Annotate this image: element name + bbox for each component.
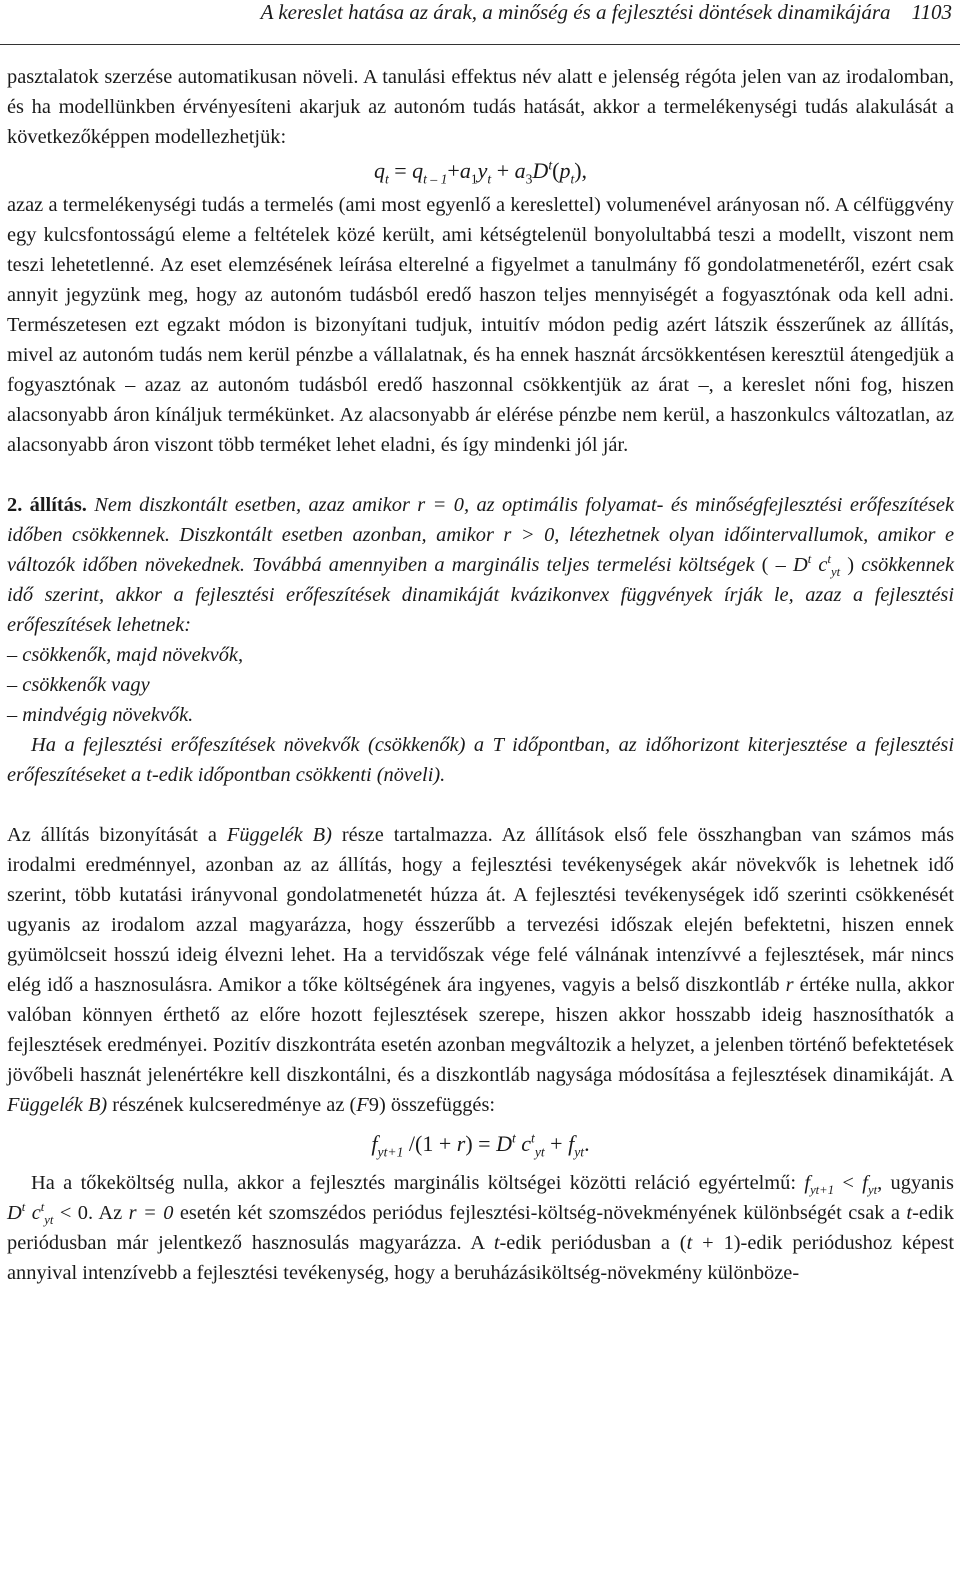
paragraph-2: azaz a termelékenységi tudás a termelés (ami most egyenlő a kereslettel) volumenével arányosan nő. A célfüggvény egy kulcsfontosságú eleme a feltételek közé került, ami kétségtelenül bonyolultabbá teszi a modellt, viszont nem teszi lehetetlenné. Az eset elemzésének leírása elterelné a figyelmet a tanulmány fő gondolatmenetéről, ezért csak annyit jegyzünk meg, hogy az autonóm tudásból eredő haszon teljes mennyiségét a fogyasztónak oda kell adni. Természetesen ezt egzakt módon is bizonyítani tudjuk, intuitív módon pedig azért látszik ésszerűnek az állítás, mivel az autonóm tudás nem kerül pénzbe a vállalatnak, és ha ennek hasznát árcsökkentésen keresztül átengedjük a fogyasztónak – azaz az autonóm tudásból eredő haszonnal csökkentjük az árat –, a kereslet nőni fog, hiszen alacsonyabb áron kínáljuk termékünket. Az alacsonyabb ár elérése pénzbe nem kerül, a haszonkulcs változatlan, az alacsonyabb áron viszont több terméket lehet eladni, és így mindenki jól jár.: [7, 194, 954, 456]
claim-closing: Ha a fejlesztési erőfeszítések növekvők (csökkenők) a T időpontban, az időhorizont kiterjesztése a fejlesztési erőfeszítéseket a t-edik időpontban csökkenti (növeli).: [7, 734, 954, 786]
claim-2: 2. állítás. Nem diszkontált esetben, azaz amikor r = 0, az optimális folyamat- és minőségfejlesztési erőfeszítések időben csökkennek. Diszkontált esetben azonban, amikor r > 0, létezhetnek olyan időintervallumok, amikor e változók időben növekednek. Továbbá amennyiben a marginális teljes termelési költségek ( – $D^t$ $c^t_{yt}$ ) csökkennek idő szerint, akkor a fejlesztési erőfeszítések dinamikáját kvázikonvex függvények írják le, azaz a fejlesztési erőfeszítések lehetnek:: [7, 494, 955, 636]
list-item: – mindvégig növekvők.: [7, 704, 194, 726]
body-text: [7, 62, 954, 1288]
header-divider: [0, 44, 960, 45]
inequality-2: $D^t$ $c^t_{yt} < 0$.: [7, 1200, 94, 1228]
page-number: 1103: [911, 0, 952, 24]
equation-knowledge: $q_t = q_{t - 1}+a_1y_t + a_3D^t(p_t)$,: [373, 157, 588, 187]
equation-f9: $f_{yt+1}$ $/(1 + r) = D^t$ $c^t_{yt} + f_{yt}$.: [371, 1130, 590, 1160]
claim-label: 2. állítás.: [7, 494, 87, 516]
running-title: A kereslet hatása az árak, a minőség és a fejlesztési döntések dinamikájára: [260, 0, 891, 24]
paragraph-1: pasztalatok szerzése automatikusan növeli. A tanulási effektus név alatt e jelenség régóta jelen van az irodalomban, és ha modellünkben érvényesíteni akarjuk az autonóm tudás hatását, akkor a termelékenységi tudás alakulását a következőképpen modellezhetjük:: [7, 66, 954, 148]
inequality-1: $f_{yt+1} < f_{yt}$: [804, 1172, 878, 1198]
list-item: – csökkenők vagy: [7, 674, 150, 696]
running-header: [50, 0, 952, 34]
paragraph-3: Az állítás bizonyítását a Függelék B) része tartalmazza. Az állítások első fele összhangban van számos más irodalmi eredménnyel, azonban az az állítás, hogy a fejlesztési tevékenységek akár növekvők is lehetnek idő szerint, több kutatási irányvonal gondolatmenetét húzza át. A fejlesztési tevékenységek idő szerinti csökkenését ugyanis az irodalom azzal magyarázza, hogy ésszerűbb a tervezési időszak elején befektetni, hiszen ennek gyümölcseit hosszú ideig élvezni lehet. Ha a tervidőszak vége felé válnának intenzívvé a fejlesztések, már nincs elég idő a hasznosulásra. Amikor a tőke költségének ára ingyenes, vagyis a belső diszkontláb r értéke nulla, akkor valóban könnyen érthető az előre hozott fejlesztések szerepe, hiszen akkor hosszabb ideig hasznosíthatók a fejlesztések eredményei. Pozitív diszkontráta esetén azonban megváltozik a helyzet, a jelenben történő befektetések jövőbeli hasznát jelenértékre kell diszkontálni, és a diszkontláb nagysága módosítása a fejlesztések dinamikáját. A Függelék B) részének kulcseredménye az (F9) összefüggés:: [7, 824, 954, 1116]
list-item: – csökkenők, majd növekvők,: [7, 644, 244, 666]
paragraph-4: Ha a tőkeköltség nulla, akkor a fejlesztés marginális költségei közötti reláció egyértelmű: $f_{yt+1} < f_{yt}$, ugyanis $D^t$ $c^t_{yt} < 0$. Az r = 0 esetén két szomszédos periódus fejlesztési-költség-növekményének különbségét csak a t-edik periódusban már jelentkező hasznosulás magyarázza. A t-edik periódusban a (t + 1)-edik periódushoz képest annyival intenzívebb a fejlesztési tevékenység, hogy a beruházásiköltség-növekmény különböze-: [7, 1172, 954, 1284]
marginal-cost-expression: ( – $D^t$ $c^t_{yt}$ ): [761, 552, 855, 580]
